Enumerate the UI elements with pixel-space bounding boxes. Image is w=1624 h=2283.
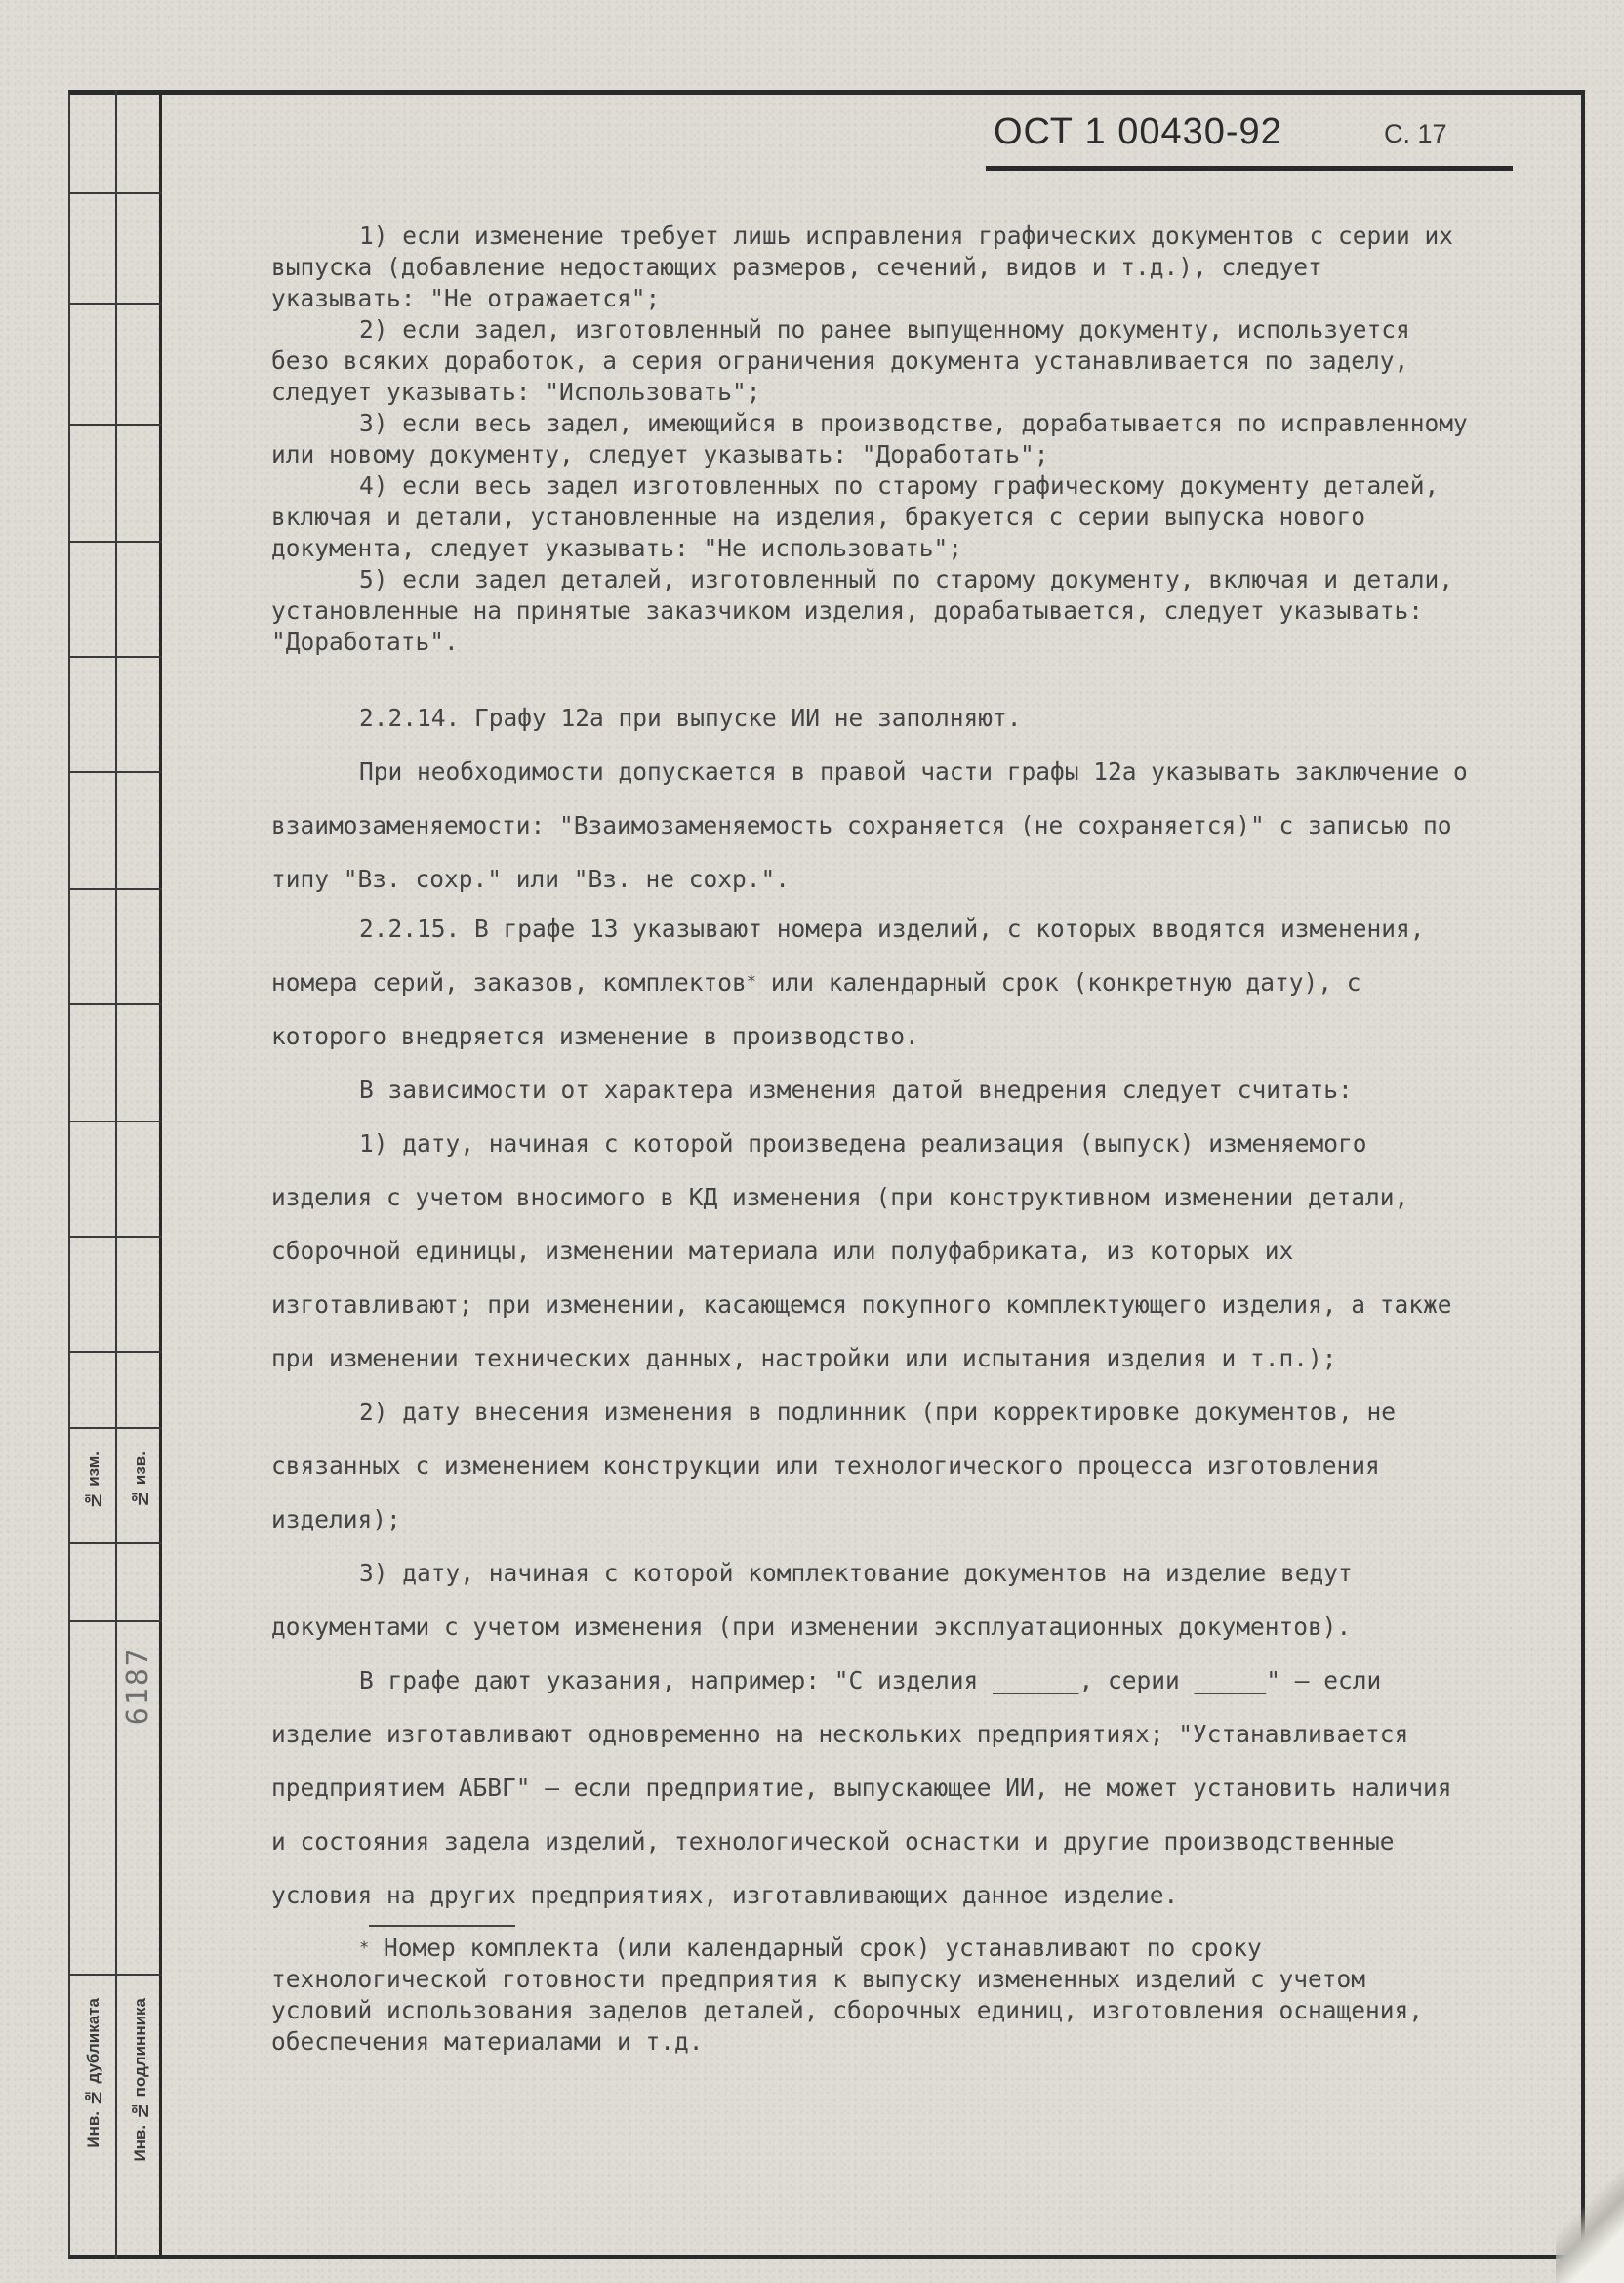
clause-2-2-15 <box>271 902 1472 1063</box>
stamp-line <box>68 771 162 773</box>
list-block <box>271 221 1472 658</box>
stamp-line <box>68 656 162 658</box>
list-item: 1) если изменение требует лишь исправления графических документов с серии их выпуска (добавление недостающих размеров, сечений, видов и т.д.), следует указывать: "Не отражается"; <box>271 222 1454 312</box>
stamp-label-original: Инв. № подлинника <box>131 1998 149 2162</box>
stamp-line <box>68 1121 162 1122</box>
stamp-line <box>68 1974 162 1976</box>
stamp-line <box>68 424 162 426</box>
date-item: 3) дату, начиная с которой комплектование документов на изделие ведут документами с учетом изменения (при изменении эксплуатационных документов). <box>271 1559 1353 1641</box>
stamp-line <box>68 1620 162 1622</box>
list-item: 3) если весь задел, имеющийся в производстве, дорабатывается по исправленному или новому документу, следует указывать: "Доработать"; <box>271 409 1468 469</box>
clause-2-2-14-note: При необходимости допускается в правой части графы 12а указывать заключение о взаимозаменяемости: "Взаимозаменяемость сохраняется (не сохраняется)" с записью по типу "Вз. сохр." или "Вз. не сохр.". <box>271 757 1468 893</box>
stamp-line <box>68 1427 162 1429</box>
stamp-line <box>68 541 162 543</box>
stamp-line <box>68 1351 162 1353</box>
footnote-separator <box>369 1925 515 1927</box>
list-item: 2) если задел, изготовленный по ранее выпущенному документу, используется безо всяких доработок, а серия ограничения документа устанавливается по заделу, следует указывать: "Использовать"; <box>271 315 1410 406</box>
clause-2-2-15-block <box>271 902 1472 1922</box>
footnote <box>271 1933 1472 2058</box>
footnote-reference: * <box>746 972 757 992</box>
document-header <box>986 105 1522 183</box>
stamp-inventory-number: 6187 <box>121 1647 155 1726</box>
document-code: ОСТ 1 00430-92 <box>994 111 1282 152</box>
stamp-label-izm: № изм. <box>84 1451 102 1510</box>
list-item: 4) если весь задел изготовленных по старому графическому документу деталей, включая и детали, установленные на изделия, бракуется с серии выпуска нового документа, следует указывать: "Не использовать"; <box>271 471 1440 562</box>
instructions-paragraph: В графе дают указания, например: "С изделия ______, серии _____" – если изделие изготавливают одновременно на нескольких предприятиях; "Устанавливается предприятием АБВГ" – если предприятие, выпускающее ИИ, не может установить наличия и состояния задела изделий, технологической оснастки и другие производственные условия на других предприятиях, изготавливающих данное изделие. <box>271 1666 1452 1909</box>
header-underline <box>986 166 1513 171</box>
clause-2-2-14: 2.2.14. Графу 12а при выпуске ИИ не заполняют. <box>359 704 1022 732</box>
clause-2-2-15-text-b: или календарный срок (конкретную дату), с которого внедряется изменение в производство. <box>271 968 1361 1050</box>
date-item: 1) дату, начиная с которой произведена реализация (выпуск) изменяемого изделия с учетом вносимого в КД изменения (при конструктивном изменении детали, сборочной единицы, изменении материала или полуфабриката, из которых их изготавливают; при изменении, касающемся покупного комплектующего изделия, а также при изменении технических данных, настройки или испытания изделия и т.п.); <box>271 1129 1452 1372</box>
stamp-label-izv: № изв. <box>131 1451 149 1508</box>
clause-2-2-15-text-a: 2.2.15. В графе 13 указывают номера изделий, с которых вводятся изменения, номера серий, заказов, комплектов <box>271 915 1425 997</box>
stamp-line <box>68 1003 162 1005</box>
date-item: 2) дату внесения изменения в подлинник (при корректировке документов, не связанных с изменением конструкции или технологического процесса изготовления изделия); <box>271 1398 1397 1533</box>
stamp-line <box>68 192 162 194</box>
stamp-line <box>68 1542 162 1544</box>
page-number: С. 17 <box>1384 119 1447 148</box>
footnote-mark: * <box>359 1938 370 1958</box>
page-fold-shadow <box>1556 2137 1624 2283</box>
clause-2-2-14-block <box>271 691 1472 906</box>
footnote-body: Номер комплекта (или календарный срок) устанавливают по сроку технологической готовности предприятия к выпуску измененных изделий с учетом условий использования заделов деталей, сборочных единиц, изготовления оснащения, обеспечения материалами и т.д. <box>271 1934 1424 2056</box>
stamp-line <box>68 1236 162 1238</box>
footnote-text <box>271 1933 1472 2058</box>
side-stamp-column <box>68 90 162 2259</box>
stamp-divider <box>115 90 117 2259</box>
list-item: 5) если задел деталей, изготовленный по старому документу, включая и детали, установленные на принятые заказчиком изделия, дорабатывается, следует указывать: "Доработать". <box>271 565 1454 656</box>
stamp-line <box>68 888 162 890</box>
stamp-label-duplicate: Инв. № дубликата <box>84 1998 102 2148</box>
stamp-line <box>68 303 162 305</box>
dependence-intro: В зависимости от характера изменения датой внедрения следует считать: <box>359 1076 1353 1104</box>
